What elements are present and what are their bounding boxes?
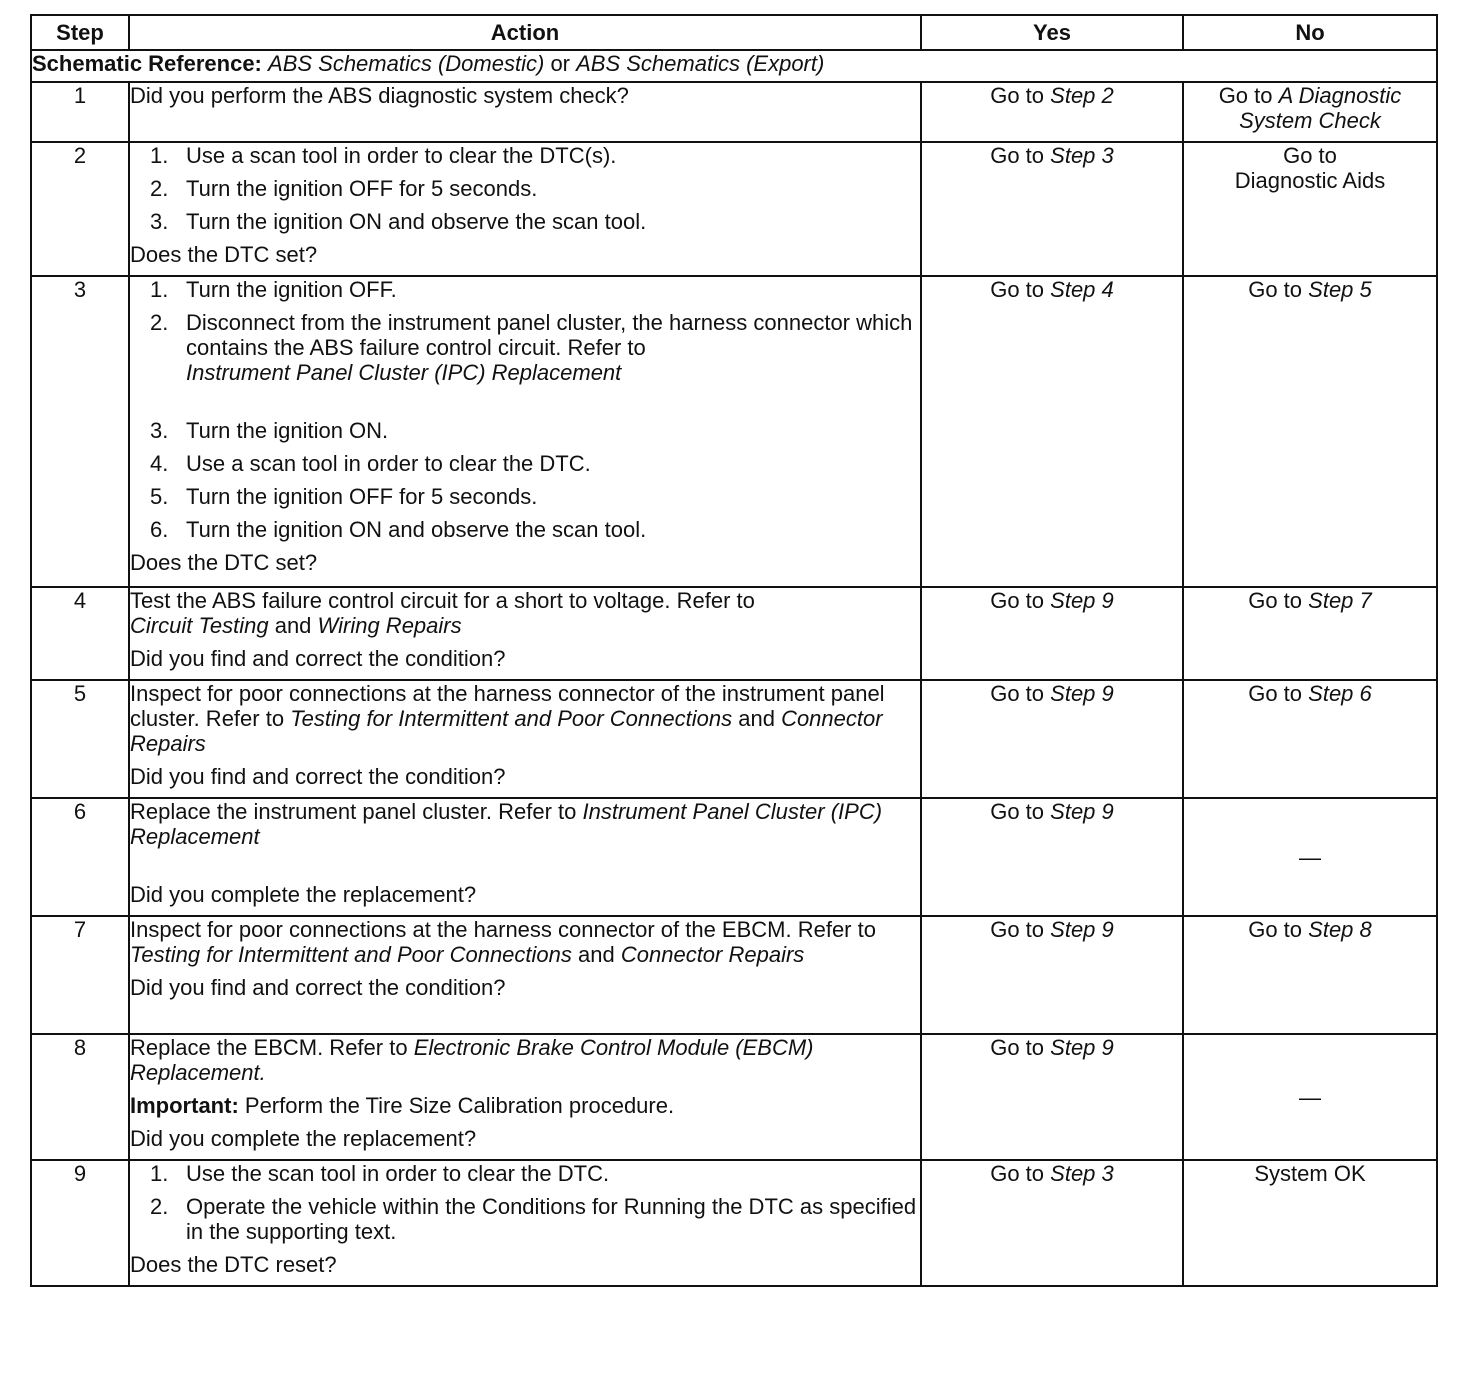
list-item-text: Turn the ignition ON and observe the scan tool. (186, 209, 647, 234)
no-cell (1183, 276, 1437, 587)
step-number: 4 (31, 587, 129, 680)
list-item: 1. Use the scan tool in order to clear the DTC. (150, 1161, 610, 1186)
yes-cell (921, 916, 1183, 1034)
list-item: 1. Turn the ignition OFF. (150, 277, 397, 302)
action-text (130, 917, 920, 967)
ipc-replacement-link[interactable]: Instrument Panel Cluster (IPC) Replacement (186, 360, 622, 385)
list-item-text: Turn the ignition ON and observe the scan tool. (186, 517, 647, 542)
step-number: 7 (31, 916, 129, 1034)
go-to-label: Go to (1218, 83, 1273, 108)
step-link[interactable]: Step 9 (1050, 588, 1114, 613)
step-link[interactable]: Step 9 (1050, 799, 1114, 824)
schematic-reference-label: Schematic Reference: (32, 51, 262, 76)
table-row (31, 916, 1437, 1034)
table-row (31, 1160, 1437, 1286)
yes-cell (921, 142, 1183, 276)
header-no: No (1183, 15, 1437, 50)
go-to-label: Go to (990, 143, 1045, 168)
connector-repairs-link[interactable]: Connector Repairs (130, 706, 883, 756)
step-link[interactable]: Step 8 (1308, 917, 1372, 942)
list-item: 3. Turn the ignition ON. (150, 418, 389, 443)
header-yes: Yes (921, 15, 1183, 50)
no-cell (1183, 1160, 1437, 1286)
action-instruction: Inspect for poor connections at the harness connector of the instrument panel cluster. Refer to (130, 681, 885, 731)
table-row (31, 276, 1437, 587)
not-applicable-dash: — (1299, 1084, 1321, 1110)
list-item-text: Use a scan tool in order to clear the DTC(s). (186, 143, 617, 168)
step-number: 2 (31, 142, 129, 276)
wiring-repairs-link[interactable]: Wiring Repairs (317, 613, 462, 638)
list-item: 2. Operate the vehicle within the Conditions for Running the DTC as specified in the supporting text. (150, 1194, 917, 1244)
action-question: Does the DTC set? (130, 550, 318, 575)
step-link[interactable]: Step 7 (1308, 588, 1372, 613)
yes-cell (921, 587, 1183, 680)
go-to-label: Go to (990, 277, 1045, 302)
list-item-text: Use the scan tool in order to clear the DTC. (186, 1161, 610, 1186)
action-cell (129, 798, 921, 916)
conjunction: and (274, 613, 312, 638)
step-number: 6 (31, 798, 129, 916)
action-question: Does the DTC set? (130, 242, 318, 267)
schematic-link-domestic[interactable]: ABS Schematics (Domestic) (268, 51, 545, 76)
list-item: 2. Turn the ignition OFF for 5 seconds. (150, 176, 538, 201)
action-question: Did you complete the replacement? (130, 1126, 477, 1151)
table-row (31, 798, 1437, 916)
header-action: Action (129, 15, 921, 50)
list-item-text: Use a scan tool in order to clear the DTC. (186, 451, 591, 476)
action-cell (129, 142, 921, 276)
go-to-label: Go to (990, 588, 1045, 613)
schematic-link-export[interactable]: ABS Schematics (Export) (576, 51, 825, 76)
schematic-or: or (550, 51, 570, 76)
go-to-label: Go to (990, 83, 1045, 108)
action-text (130, 681, 920, 756)
action-steps (130, 1161, 920, 1244)
action-cell (129, 1160, 921, 1286)
action-instruction: Replace the instrument panel cluster. Refer to (130, 799, 577, 824)
conjunction: and (738, 706, 775, 731)
action-question: Did you perform the ABS diagnostic system check? (130, 83, 629, 108)
system-ok-text: System OK (1254, 1161, 1366, 1186)
step-link[interactable]: Step 6 (1308, 681, 1372, 706)
go-to-label: Go to (990, 917, 1045, 942)
important-note (130, 1093, 920, 1118)
no-cell (1183, 1034, 1437, 1160)
action-cell (129, 680, 921, 798)
action-question: Did you find and correct the condition? (130, 646, 506, 671)
go-to-label: Go to (1248, 681, 1303, 706)
action-steps (130, 143, 920, 234)
conjunction: and (578, 942, 615, 967)
table-row (31, 587, 1437, 680)
no-cell (1183, 82, 1437, 142)
no-cell (1183, 142, 1437, 276)
go-to-label: Go to (990, 799, 1045, 824)
list-item-text: Turn the ignition OFF for 5 seconds. (186, 484, 538, 509)
action-cell (129, 916, 921, 1034)
important-label: Important: (130, 1093, 239, 1118)
diagnostic-aids-link[interactable]: Diagnostic Aids (1234, 168, 1386, 193)
go-to-label: Go to (1248, 277, 1303, 302)
go-to-label: Go to (990, 1161, 1045, 1186)
step-link[interactable]: Step 2 (1050, 83, 1114, 108)
go-to-label: Go to (990, 681, 1045, 706)
yes-cell (921, 276, 1183, 587)
ebcm-replacement-link[interactable]: Electronic Brake Control Module (EBCM) Replacement. (130, 1035, 814, 1085)
not-applicable-dash: — (1299, 844, 1321, 870)
action-text (130, 799, 920, 849)
table-row (31, 1034, 1437, 1160)
schematic-reference (31, 50, 1437, 82)
list-item-text: Turn the ignition OFF. (186, 277, 397, 302)
action-instruction: Inspect for poor connections at the harness connector of the EBCM. Refer to (130, 917, 876, 942)
yes-cell (921, 680, 1183, 798)
go-to-label: Go to (1283, 143, 1337, 168)
go-to-label: Go to (1248, 588, 1303, 613)
list-item-text: Turn the ignition OFF for 5 seconds. (186, 176, 538, 201)
action-question: Did you complete the replacement? (130, 882, 477, 907)
go-to-label: Go to (1248, 917, 1303, 942)
diagnostic-table (30, 14, 1438, 1287)
important-text: Perform the Tire Size Calibration procedure. (244, 1093, 675, 1118)
list-item: 6. Turn the ignition ON and observe the scan tool. (150, 517, 647, 542)
table-row (31, 82, 1437, 142)
go-to-label: Go to (990, 1035, 1045, 1060)
action-question: Did you find and correct the condition? (130, 764, 506, 789)
step-link[interactable]: Step 9 (1050, 917, 1114, 942)
action-cell (129, 276, 921, 587)
spacer (130, 857, 920, 882)
intermittent-connections-link[interactable]: Testing for Intermittent and Poor Connections (290, 706, 733, 731)
step-link[interactable]: Step 3 (1050, 143, 1114, 168)
table-row (31, 142, 1437, 276)
connector-repairs-link[interactable]: Connector Repairs (620, 942, 805, 967)
action-question: Did you find and correct the condition? (130, 975, 506, 1000)
header-step: Step (31, 15, 129, 50)
action-instruction: Replace the EBCM. Refer to (130, 1035, 408, 1060)
yes-cell (921, 1160, 1183, 1286)
step-link[interactable]: Step 5 (1308, 277, 1372, 302)
step-number: 9 (31, 1160, 129, 1286)
list-item: 1. Use a scan tool in order to clear the DTC(s). (150, 143, 617, 168)
action-cell (129, 1034, 921, 1160)
action-text (130, 588, 920, 638)
step-number: 3 (31, 276, 129, 587)
header-row (31, 15, 1437, 50)
list-item: 4. Use a scan tool in order to clear the DTC. (150, 451, 591, 476)
no-cell (1183, 798, 1437, 916)
list-item-text: Disconnect from the instrument panel cluster, the harness connector which contains the ABS failure control circuit. Refer to (186, 310, 913, 360)
action-cell (129, 587, 921, 680)
intermittent-connections-link[interactable]: Testing for Intermittent and Poor Connections (130, 942, 572, 967)
circuit-testing-link[interactable]: Circuit Testing (130, 613, 269, 638)
list-item-text: Turn the ignition ON. (186, 418, 389, 443)
yes-cell (921, 82, 1183, 142)
step-number: 1 (31, 82, 129, 142)
diagnostic-system-check-link[interactable]: A Diagnostic System Check (1239, 83, 1402, 133)
step-link[interactable]: Step 9 (1050, 1035, 1114, 1060)
step-link[interactable]: Step 3 (1050, 1161, 1114, 1186)
action-steps (130, 277, 920, 542)
action-cell (129, 82, 921, 142)
step-number: 8 (31, 1034, 129, 1160)
no-cell (1183, 916, 1437, 1034)
step-link[interactable]: Step 4 (1050, 277, 1114, 302)
no-cell (1183, 587, 1437, 680)
yes-cell (921, 798, 1183, 916)
yes-cell (921, 1034, 1183, 1160)
no-cell (1183, 680, 1437, 798)
table-row (31, 680, 1437, 798)
ipc-replacement-link[interactable]: Instrument Panel Cluster (IPC) Replacement (130, 799, 883, 849)
step-link[interactable]: Step 9 (1050, 681, 1114, 706)
list-item: 3. Turn the ignition ON and observe the scan tool. (150, 209, 647, 234)
step-number: 5 (31, 680, 129, 798)
schematic-reference-row (31, 50, 1437, 82)
action-instruction: Test the ABS failure control circuit for a short to voltage. Refer to (130, 588, 755, 613)
action-text (130, 1035, 920, 1085)
list-item: 2. Disconnect from the instrument panel cluster, the harness connector which contains the ABS failure control circuit. Refer to Instrument Panel Cluster (IPC) Replacement (150, 310, 913, 385)
list-item: 5. Turn the ignition OFF for 5 seconds. (150, 484, 538, 509)
action-question: Does the DTC reset? (130, 1252, 337, 1277)
list-item-text: Operate the vehicle within the Conditions for Running the DTC as specified in the supporting text. (186, 1194, 917, 1244)
